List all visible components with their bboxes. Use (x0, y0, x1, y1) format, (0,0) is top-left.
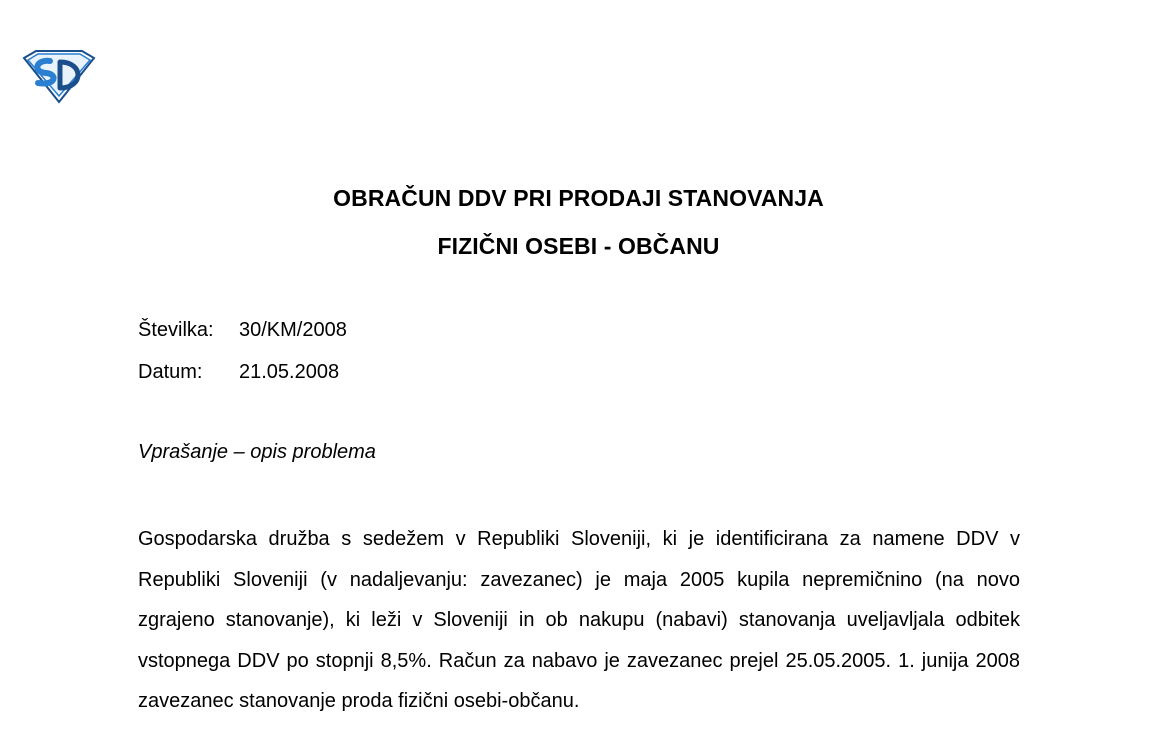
question-heading: Vprašanje – opis problema (138, 441, 376, 463)
document-date-label: Datum: (138, 361, 203, 383)
document-date-value: 21.05.2008 (239, 361, 340, 383)
document-subtitle: FIZIČNI OSEBI - OBČANU (437, 233, 720, 259)
document-title: OBRAČUN DDV PRI PRODAJI STANOVANJA (333, 185, 824, 211)
document-date-row (138, 361, 339, 384)
document-number-value: 30/KM/2008 (239, 319, 347, 341)
sd-logo-icon (22, 48, 96, 104)
company-logo (22, 48, 96, 104)
document-number-label: Številka: (138, 319, 214, 341)
document-number-row (138, 319, 347, 342)
body-paragraph: Gospodarska družba s sedežem v Republiki Sloveniji, ki je identificirana za namene DDV v Republiki Sloveniji (v nadaljevanju: zavezanec) je maja 2005 kupila nepremičnino (na novo zgrajeno stanovanje), ki leži v Sloveniji in ob nakupu (nabavi) stanovanja uveljavljala odbitek vstopnega DDV po stopnji 8,5%. Račun za nabavo je zavezanec prejel 25.05.2005. 1. junija 2008 zavezanec stanovanje proda fizični osebi-občanu. (138, 528, 1020, 712)
